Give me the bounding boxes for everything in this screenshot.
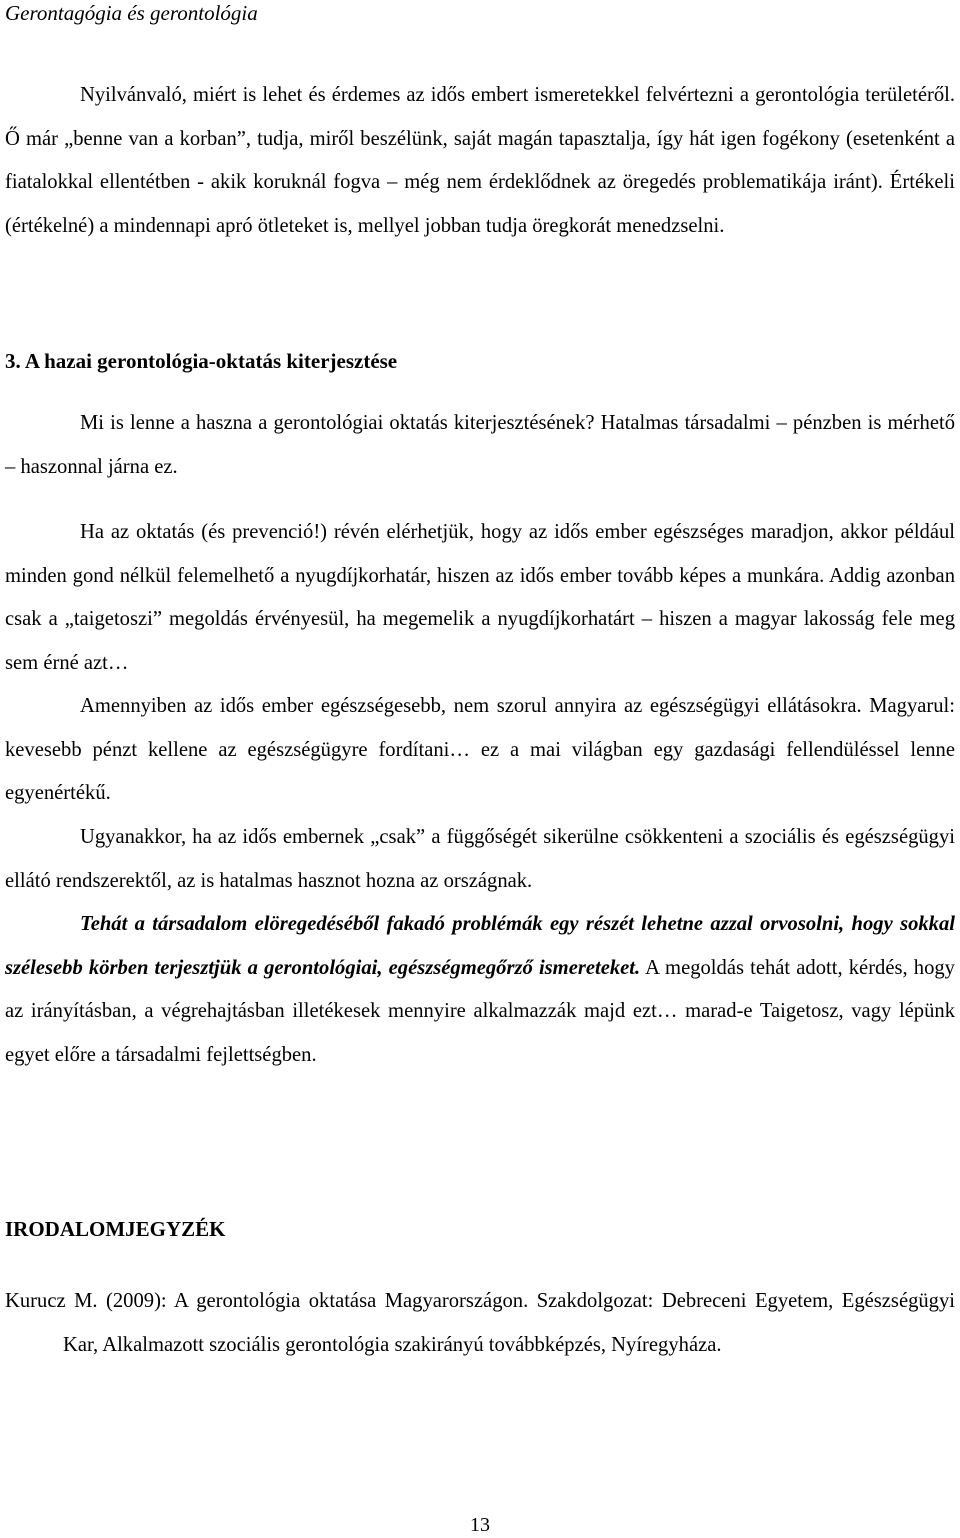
reference-item: Kurucz M. (2009): A gerontológia oktatása Magyarországon. Szakdolgozat: Debreceni Egyetem, Egészségügyi Kar, Alkalmazott szociális gerontológia szakirányú továbbképzés, Nyíregyháza.	[5, 1290, 955, 1356]
section-heading: 3. A hazai gerontológia-oktatás kiterjesztése	[5, 349, 398, 373]
paragraph-conclusion	[5, 903, 955, 1077]
page-number: 13	[470, 1514, 490, 1536]
paragraph-healthcare-costs: Amennyiben az idős ember egészségesebb, nem szorul annyira az egészségügyi ellátásokra. Magyarul: kevesebb pénzt kellene az egészségügyre fordítani… ez a mai világban egy gazdasági fellendüléssel lenne egyenértékű.	[5, 695, 955, 805]
running-header: Gerontagógia és gerontológia	[5, 1, 258, 25]
paragraph-retirement-age: Ha az oktatás (és prevenció!) révén elérhetjük, hogy az idős ember egészséges maradjon, akkor például minden gond nélkül felemelhető a nyugdíjkorhatár, hiszen az idős ember tovább képes a munkára. Addig azonban csak a „taigetoszi” megoldás érvényesül, ha megemelik a nyugdíjkorhatárt – hiszen a magyar lakosság fele meg sem érné azt…	[5, 521, 955, 674]
paragraph-benefit-question: Mi is lenne a haszna a gerontológiai oktatás kiterjesztésének? Hatalmas társadalmi – pénzben is mérhető – haszonnal járna ez.	[5, 412, 955, 478]
paragraph-dependency: Ugyanakkor, ha az idős embernek „csak” a függőségét sikerülne csökkenteni a szociális és egészségügyi ellátó rendszerektől, az is hatalmas hasznot hozna az országnak.	[5, 826, 955, 892]
references-heading: IRODALOMJEGYZÉK	[5, 1217, 226, 1241]
intro-paragraph: Nyilvánvaló, miért is lehet és érdemes az idős embert ismeretekkel felvértezni a gerontológia területéről. Ő már „benne van a korban”, tudja, miről beszélünk, saját magán tapasztalja, így hát igen fogékony (esetenként a fiatalokkal ellentétben - akik koruknál fogva – még nem érdeklődnek az öregedés problematikája iránt). Értékeli (értékelné) a mindennapi apró ötleteket is, mellyel jobban tudja öregkorát menedzselni.	[5, 84, 955, 237]
conclusion-rest: A megoldás tehát adott, kérdés, hogy az irányításban, a végrehajtásban illetékesek mennyire alkalmazzák majd ezt… marad-e Taigetosz, vagy lépünk egyet előre a társadalmi fejlettségben.	[5, 956, 955, 1066]
conclusion-emphasis: Tehát a társadalom elöregedéséből fakadó problémák egy részét lehetne azzal orvosolni, hogy sokkal szélesebb körben terjesztjük a gerontológiai, egészségmegőrző ismereteket.	[5, 913, 955, 979]
